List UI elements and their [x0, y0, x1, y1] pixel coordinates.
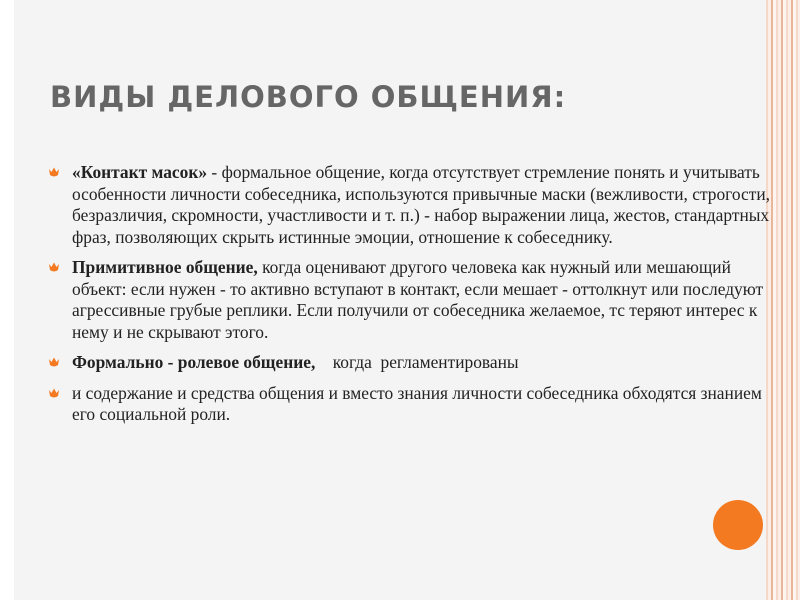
bullet-text	[72, 257, 780, 343]
bullet-text	[72, 162, 780, 248]
bullet-body: - формальное общение, когда отсутствует стремление понять и учитывать особенности личности собеседника, используются привычные маски (вежливости, строгости, безразличия, скромности, участливости и т. п.) - набор выражении лица, жестов, стандартных фраз, позволяющих скрыть истинные эмоции, отношение к собеседнику.	[72, 162, 770, 247]
bullet-lead: Формально - ролевое общение,	[72, 352, 316, 372]
bullet-lead: Примитивное общение,	[72, 257, 258, 277]
bullet-item	[48, 352, 780, 374]
tulip-bullet-icon	[48, 387, 60, 399]
bullet-item	[48, 162, 780, 248]
slide-title: ВИДЫ ДЕЛОВОГО ОБЩЕНИЯ:	[50, 80, 567, 114]
bullet-text	[72, 383, 780, 426]
bullet-text	[72, 352, 780, 374]
bullet-body: когда регламентированы	[315, 352, 519, 372]
bullet-lead: «Контакт масок»	[72, 162, 208, 182]
bullet-item	[48, 383, 780, 426]
bullet-body: когда оценивают другого человека как нужный или мешающий объект: если нужен - то активно вступают в контакт, если мешает - оттолкнут или последуют агрессивные грубые реплики. Если получили от собеседника желаемое, тс теряют интерес к нему и не скрывают этого.	[72, 257, 764, 342]
bullet-item	[48, 257, 780, 343]
decorative-circle	[713, 500, 763, 550]
bullet-body: и содержание и средства общения и вместо знания личности собеседника обходятся знанием его социальной роли.	[72, 382, 762, 424]
bullet-list	[48, 162, 780, 435]
tulip-bullet-icon	[48, 356, 60, 368]
tulip-bullet-icon	[48, 261, 60, 273]
tulip-bullet-icon	[48, 166, 60, 178]
